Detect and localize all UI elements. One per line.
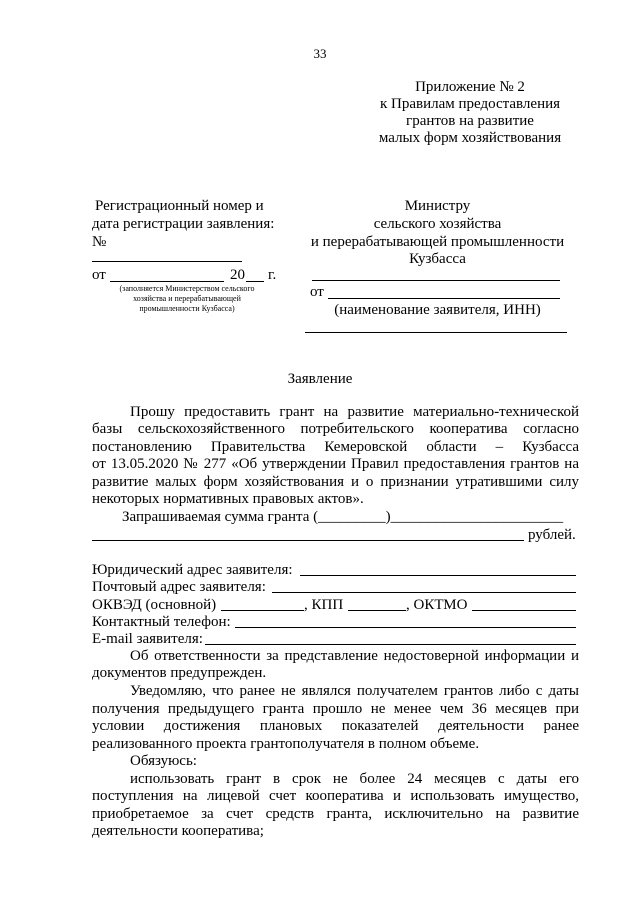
- registration-date-year: 20: [230, 267, 245, 283]
- addressee-line-2: сельского хозяйства: [373, 216, 502, 232]
- addressee-from-prefix: от: [310, 284, 324, 300]
- request-line-5: развитие малых форм хозяйствования и о признании утратившими силу: [92, 474, 579, 490]
- notice-line-2: получения предыдущего гранта прошло не менее чем 36 месяцев при: [92, 701, 579, 717]
- legal-address-field[interactable]: [300, 575, 576, 576]
- registration-number-line: [92, 261, 242, 262]
- obligation-line-3: приобретаемое за счет средств гранта, исключительно на развитие: [92, 806, 579, 822]
- addressee-from-line: [328, 298, 560, 299]
- document-title: Заявление: [287, 371, 353, 387]
- oktmo-label: , ОКТМО: [406, 597, 468, 613]
- addressee-line-1: Министру: [404, 198, 471, 214]
- request-line-6: некоторых нормативных правовых актов».: [92, 491, 364, 507]
- registration-date-line: [110, 281, 224, 282]
- obligation-line-2: поступления на лицевой счет кооператива и использовать имущество,: [92, 788, 579, 804]
- appendix-line-4: малых форм хозяйствования: [378, 130, 562, 146]
- addressee-from-note: (наименование заявителя, ИНН): [334, 302, 541, 318]
- appendix-line-1: Приложение № 2: [415, 79, 525, 95]
- legal-address-label: Юридический адрес заявителя:: [92, 562, 293, 578]
- postal-address-label: Почтовый адрес заявителя:: [92, 579, 266, 595]
- postal-address-field[interactable]: [272, 592, 576, 593]
- kpp-field[interactable]: [348, 610, 406, 611]
- appendix-line-3: грантов на развитие: [406, 113, 534, 129]
- phone-label: Контактный телефон:: [92, 614, 231, 630]
- request-line-2: базы сельскохозяйственного потребительского кооператива согласно: [92, 421, 579, 437]
- grant-amount-line[interactable]: [92, 540, 524, 541]
- registration-number-sign: №: [92, 234, 107, 250]
- responsibility-line-2: документов предупрежден.: [92, 665, 267, 681]
- obligation-line-4: деятельности кооператива;: [92, 823, 264, 839]
- page-number: 33: [313, 46, 327, 61]
- grant-amount-label: Запрашиваемая сумма гранта (_________)_______________________: [122, 509, 564, 525]
- email-label: E-mail заявителя:: [92, 631, 203, 647]
- kpp-label: , КПП: [304, 597, 344, 613]
- obligation-line-1: использовать грант в срок не более 24 месяцев с даты его: [130, 771, 579, 787]
- addressee-line-4: Кузбасса: [409, 251, 466, 267]
- registration-note-1: (заполняется Министерством сельского: [119, 284, 255, 293]
- oktmo-field[interactable]: [472, 610, 576, 611]
- notice-line-4: реализованного проекта грантополучателя в полном объеме.: [92, 736, 480, 752]
- registration-line-1: Регистрационный номер и: [95, 198, 264, 214]
- request-line-1: Прошу предоставить грант на развитие материально-технической: [130, 404, 579, 420]
- okved-label: ОКВЭД (основной): [92, 597, 217, 613]
- addressee-bottom-line: [305, 332, 567, 333]
- appendix-line-2: к Правилам предоставления: [379, 96, 561, 112]
- email-field[interactable]: [205, 644, 576, 645]
- addressee-blank-line: [312, 280, 560, 281]
- registration-year-line: [246, 281, 264, 282]
- registration-date-suffix: г.: [268, 267, 277, 283]
- registration-line-2: дата регистрации заявления:: [92, 216, 275, 232]
- notice-line-1: Уведомляю, что ранее не являлся получателем грантов либо с даты: [130, 683, 579, 699]
- request-line-3: постановлению Правительства Кемеровской области – Кузбасса: [92, 439, 579, 455]
- okved-field[interactable]: [221, 610, 304, 611]
- request-line-4: от 13.05.2020 № 277 «Об утверждении Правил предоставления грантов на: [92, 456, 579, 472]
- registration-note-3: промышленности Кузбасса): [139, 304, 235, 313]
- obligations-heading: Обязуюсь:: [130, 753, 197, 769]
- notice-line-3: условии достижения плановых показателей деятельности ранее: [92, 718, 579, 734]
- registration-date-prefix: от: [92, 267, 106, 283]
- phone-field[interactable]: [235, 627, 576, 628]
- responsibility-line-1: Об ответственности за представление недостоверной информации и: [130, 648, 579, 664]
- registration-note-2: хозяйства и перерабатывающей: [133, 294, 241, 303]
- addressee-line-3: и перерабатывающей промышленности: [310, 234, 565, 250]
- grant-amount-suffix: рублей.: [528, 527, 576, 543]
